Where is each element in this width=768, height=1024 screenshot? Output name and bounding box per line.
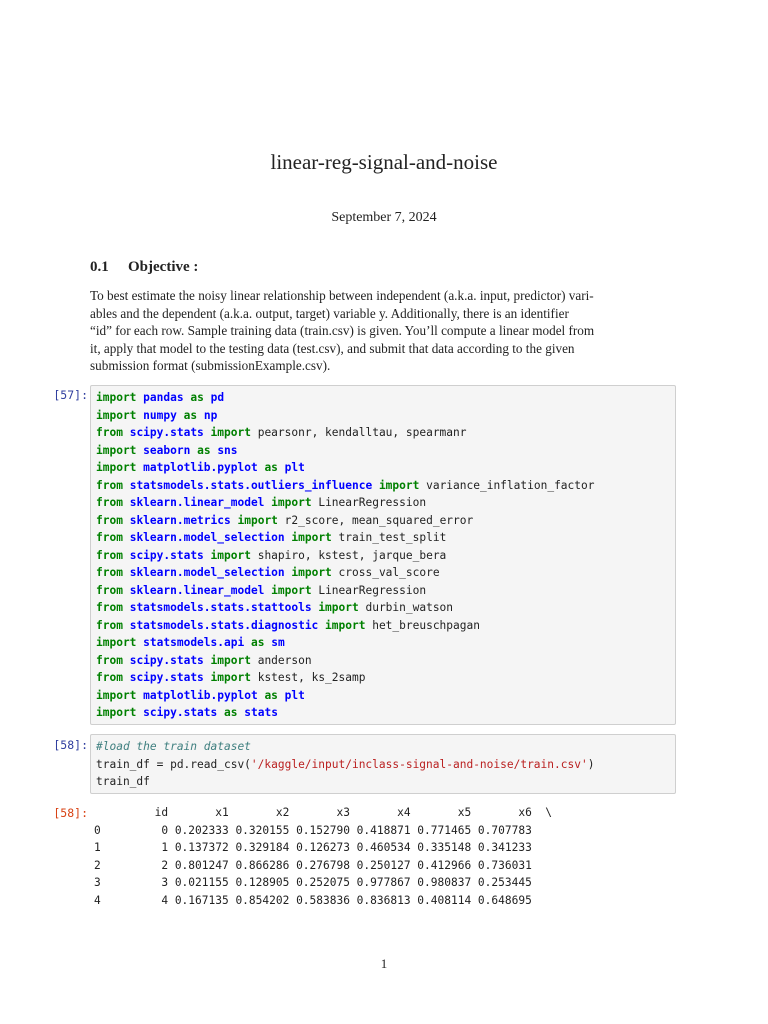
dataframe-row: 0 0 0.202333 0.320155 0.152790 0.418871 0.771465 0.707783 <box>94 823 532 837</box>
code-line: from sklearn.linear_model import LinearRegression <box>96 583 427 597</box>
code-line: import matplotlib.pyplot as plt <box>96 688 305 702</box>
document-title: linear-reg-signal-and-noise <box>270 150 498 174</box>
code-line: import scipy.stats as stats <box>96 706 278 719</box>
section-number: 0.1 <box>90 259 109 275</box>
code-line: from statsmodels.stats.stattools import durbin_watson <box>96 601 454 614</box>
code-cell[interactable] <box>90 734 676 794</box>
paragraph-line: ables and the dependent (a.k.a. output, target) variable y. Additionally, there is an identifier <box>90 305 569 321</box>
paragraph-line: “id” for each row. Sample training data (train.csv) is given. You’ll compute a linear model from <box>90 323 595 338</box>
code-line: import seaborn as sns <box>96 443 238 457</box>
code-line: from scipy.stats import anderson <box>96 653 312 667</box>
input-prompt: [57]: <box>53 388 88 402</box>
document-date: September 7, 2024 <box>331 210 437 225</box>
dataframe-row: 2 2 0.801247 0.866286 0.276798 0.250127 0.412966 0.736031 <box>94 858 532 872</box>
code-block <box>96 738 670 791</box>
code-line: from scipy.stats import kstest, ks_2samp <box>96 671 366 684</box>
paragraph-line: it, apply that model to the testing data (test.csv), and submit that data according to the given <box>90 340 575 356</box>
code-line: from statsmodels.stats.outliers_influence import variance_inflation_factor <box>96 478 595 492</box>
code-line: from sklearn.model_selection import cross_val_score <box>96 566 440 579</box>
dataframe-row: 4 4 0.167135 0.854202 0.583836 0.836813 0.408114 0.648695 <box>94 893 532 907</box>
code-line: import numpy as np <box>96 408 218 422</box>
paragraph-line: To best estimate the noisy linear relationship between independent (a.k.a. input, predictor) vari- <box>90 288 594 303</box>
section-heading <box>90 259 198 276</box>
code-line: from scipy.stats import shapiro, kstest, jarque_bera <box>96 548 447 562</box>
code-line: from sklearn.linear_model import LinearRegression <box>96 496 427 509</box>
page-number: 1 <box>380 956 388 971</box>
code-block <box>96 389 670 722</box>
dataframe-header: id x1 x2 x3 x4 x5 x6 \ <box>94 806 553 819</box>
code-cell[interactable] <box>90 385 676 725</box>
objective-paragraph <box>90 287 678 375</box>
dataframe-output <box>94 804 552 909</box>
code-line: from statsmodels.stats.diagnostic import het_breuschpagan <box>96 618 480 632</box>
code-line: import pandas as pd <box>96 391 225 404</box>
dataframe-row: 1 1 0.137372 0.329184 0.126273 0.460534 0.335148 0.341233 <box>94 841 532 854</box>
paragraph-line: submission format (submissionExample.csv). <box>90 358 331 373</box>
code-line: #load the train dataset <box>96 740 251 753</box>
output-prompt: [58]: <box>53 806 88 820</box>
code-line: from scipy.stats import pearsonr, kendalltau, spearmanr <box>96 426 467 439</box>
input-prompt: [58]: <box>53 738 88 752</box>
section-title: Objective : <box>128 259 199 275</box>
dataframe-row: 3 3 0.021155 0.128905 0.252075 0.977867 0.980837 0.253445 <box>94 876 532 889</box>
code-line: from sklearn.metrics import r2_score, mean_squared_error <box>96 513 474 527</box>
code-line: train_df <box>96 775 150 788</box>
code-line: import matplotlib.pyplot as plt <box>96 461 305 474</box>
code-line: train_df = pd.read_csv('/kaggle/input/inclass-signal-and-noise/train.csv') <box>96 757 595 771</box>
code-line: from sklearn.model_selection import train_test_split <box>96 531 447 544</box>
code-line: import statsmodels.api as sm <box>96 636 285 649</box>
